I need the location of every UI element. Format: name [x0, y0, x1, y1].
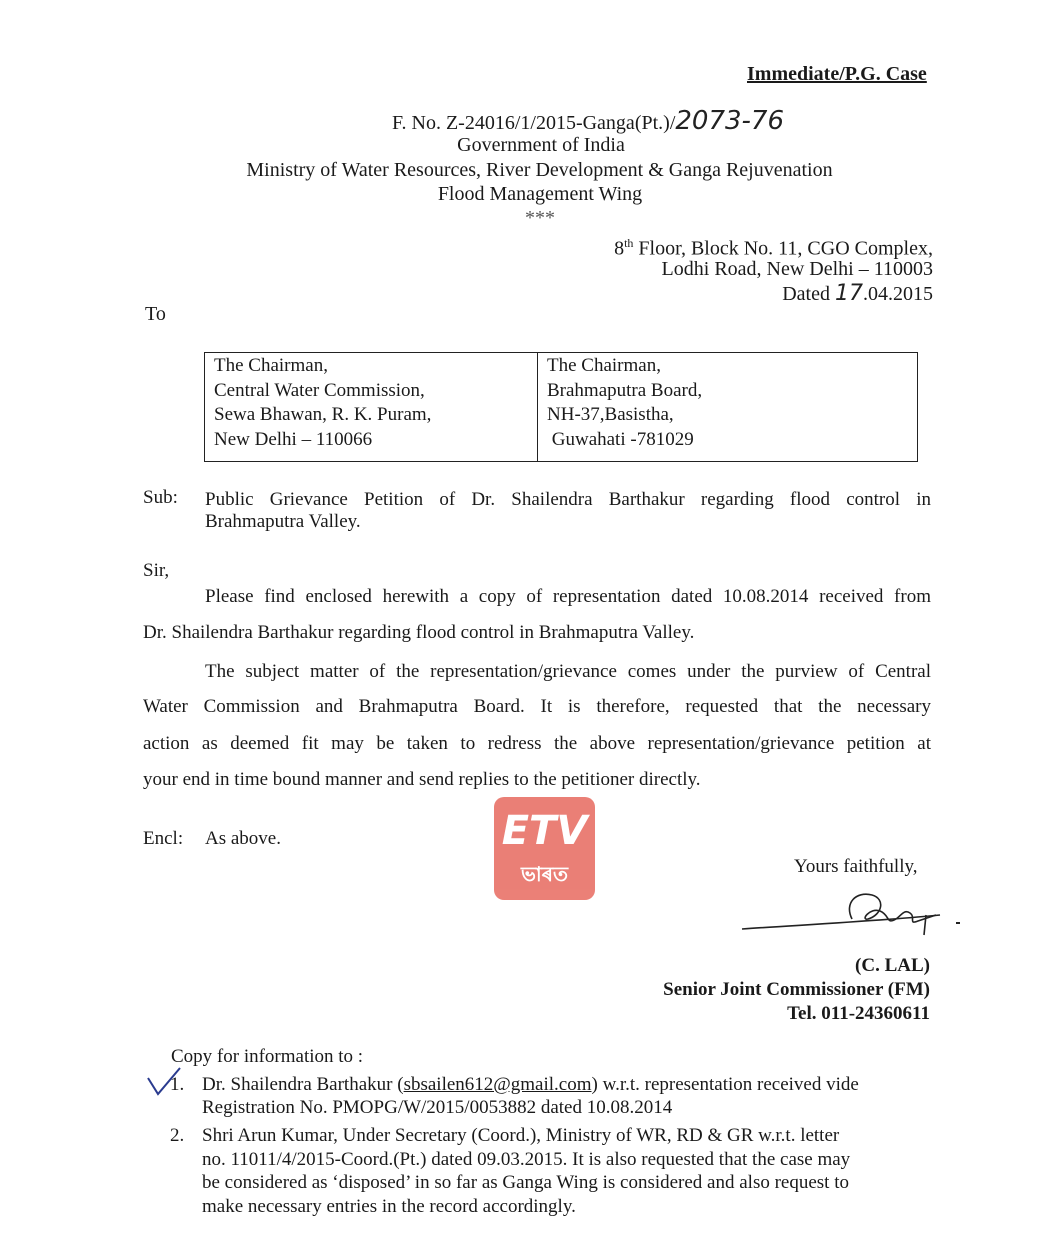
- signatory-name: (C. LAL): [855, 955, 930, 976]
- priority-tag: Immediate/P.G. Case: [747, 63, 927, 85]
- file-number-printed: F. No. Z-24016/1/2015-Ganga(Pt.)/: [392, 112, 676, 134]
- body-p2-line3: action as deemed fit may be taken to redress the above representation/grievance petition at: [143, 733, 931, 754]
- to-label: To: [145, 303, 166, 325]
- closing: Yours faithfully,: [794, 856, 918, 877]
- subject-label: Sub:: [143, 487, 178, 508]
- salutation: Sir,: [143, 560, 170, 581]
- etv-logo-script: ভাৰত: [521, 862, 568, 886]
- recipients-table: [204, 352, 918, 462]
- office-address-line2: Lodhi Road, New Delhi – 110003: [661, 258, 933, 280]
- govt-line: Government of India: [457, 134, 625, 156]
- body-p1-line2: Dr. Shailendra Barthakur regarding flood control in Brahmaputra Valley.: [143, 622, 695, 643]
- etv-logo-brand: ETV: [501, 808, 588, 854]
- copy-heading: Copy for information to :: [171, 1046, 364, 1067]
- body-p2-line1: The subject matter of the representation/grievance comes under the purview of Central: [205, 661, 931, 682]
- encl-label: Encl:: [143, 828, 184, 849]
- file-number: [392, 106, 785, 136]
- handwritten-signature: [740, 885, 970, 945]
- ministry-line: Ministry of Water Resources, River Development & Ganga Rejuvenation: [246, 159, 833, 181]
- body-p2-line2: Water Commission and Brahmaputra Board. It is therefore, requested that the necessary: [143, 696, 931, 717]
- signatory-telephone: Tel. 011-24360611: [787, 1003, 930, 1024]
- letter-date: Dated 17.04.2015: [782, 281, 933, 306]
- recipient-brahmaputra-board: The Chairman, Brahmaputra Board, NH-37,Basistha, Guwahati -781029: [538, 353, 918, 462]
- office-address-line1: 8th Floor, Block No. 11, CGO Complex,: [614, 236, 933, 260]
- encl-value: As above.: [205, 828, 281, 849]
- body-p2-line4: your end in time bound manner and send replies to the petitioner directly.: [143, 769, 701, 790]
- etv-bharat-logo: [494, 797, 595, 900]
- subject-line2: Brahmaputra Valley.: [205, 511, 361, 532]
- subject-line1: Public Grievance Petition of Dr. Shailendra Barthakur regarding flood control in: [205, 489, 931, 510]
- file-number-handwritten: 2073-76: [675, 106, 785, 136]
- body-p1-line1: Please find enclosed herewith a copy of representation dated 10.08.2014 received from: [205, 586, 931, 607]
- recipient-cwc: The Chairman, Central Water Commission, Sewa Bhawan, R. K. Puram, New Delhi – 110066: [205, 353, 538, 462]
- signatory-designation: Senior Joint Commissioner (FM): [663, 979, 930, 1000]
- wing-line: Flood Management Wing: [437, 183, 643, 205]
- separator-stars: ***: [525, 207, 555, 229]
- email-link[interactable]: sbsailen612@gmail.com: [403, 1074, 592, 1095]
